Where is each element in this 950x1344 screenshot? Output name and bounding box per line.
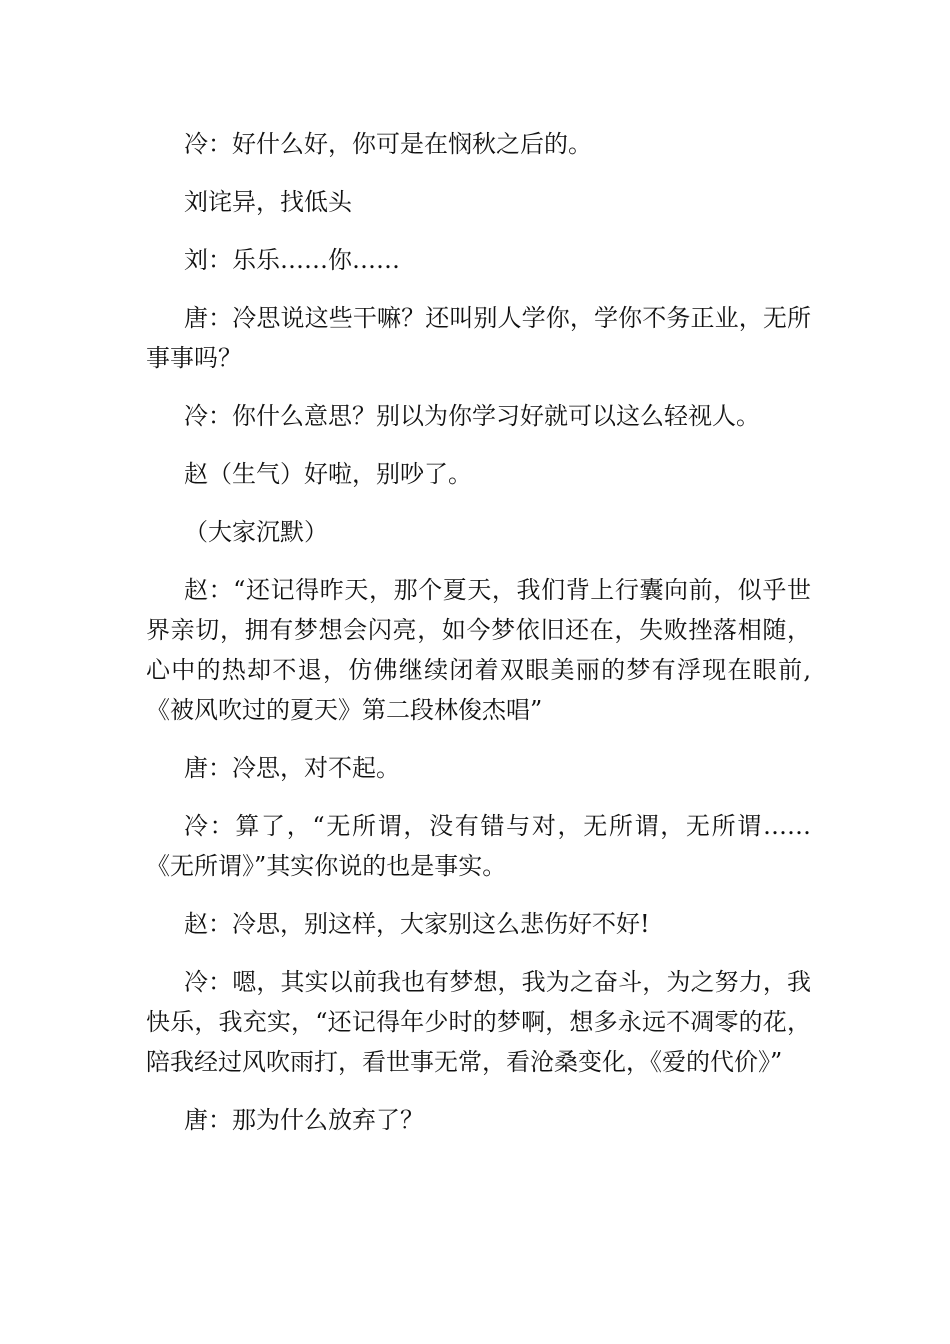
dialogue-paragraph: 冷：嗯，其实以前我也有梦想，我为之奋斗，为之努力，我快乐，我充实，“还记得年少时的梦啊，想多永远不凋零的花，陪我经过风吹雨打，看世事无常，看沧桑变化，《爱的代价》” <box>146 968 811 1076</box>
document-page <box>146 124 811 1158</box>
dialogue-paragraph: 冷：算了，“无所谓，没有错与对，无所谓，无所谓……《无所谓》”其实你说的也是事实。 <box>146 812 811 880</box>
dialogue-paragraph: 唐：冷思说这些干嘛？还叫别人学你，学你不务正业，无所事事吗？ <box>146 304 811 372</box>
dialogue-paragraph: 冷：你什么意思？别以为你学习好就可以这么轻视人。 <box>184 402 760 430</box>
dialogue-paragraph: 赵：冷思，别这样，大家别这么悲伤好不好! <box>184 910 650 938</box>
dialogue-paragraph: 冷：好什么好，你可是在悯秋之后的。 <box>184 130 592 158</box>
stage-direction-paragraph: 刘诧异，找低头 <box>184 188 352 216</box>
dialogue-paragraph: 赵：“还记得昨天，那个夏天，我们背上行囊向前，似乎世界亲切，拥有梦想会闪亮，如今梦依旧还在，失败挫落相随，心中的热却不退，仿佛继续闭着双眼美丽的梦有浮现在眼前,《被风吹过的夏天》第二段林俊杰唱” <box>146 576 811 724</box>
dialogue-paragraph: 唐：那为什么放弃了？ <box>184 1106 424 1134</box>
dialogue-paragraph: 赵（生气）好啦，别吵了。 <box>184 460 472 488</box>
stage-direction-paragraph: （大家沉默） <box>184 518 328 546</box>
dialogue-paragraph: 刘：乐乐……你…… <box>184 246 400 274</box>
dialogue-paragraph: 唐：冷思，对不起。 <box>184 754 400 782</box>
